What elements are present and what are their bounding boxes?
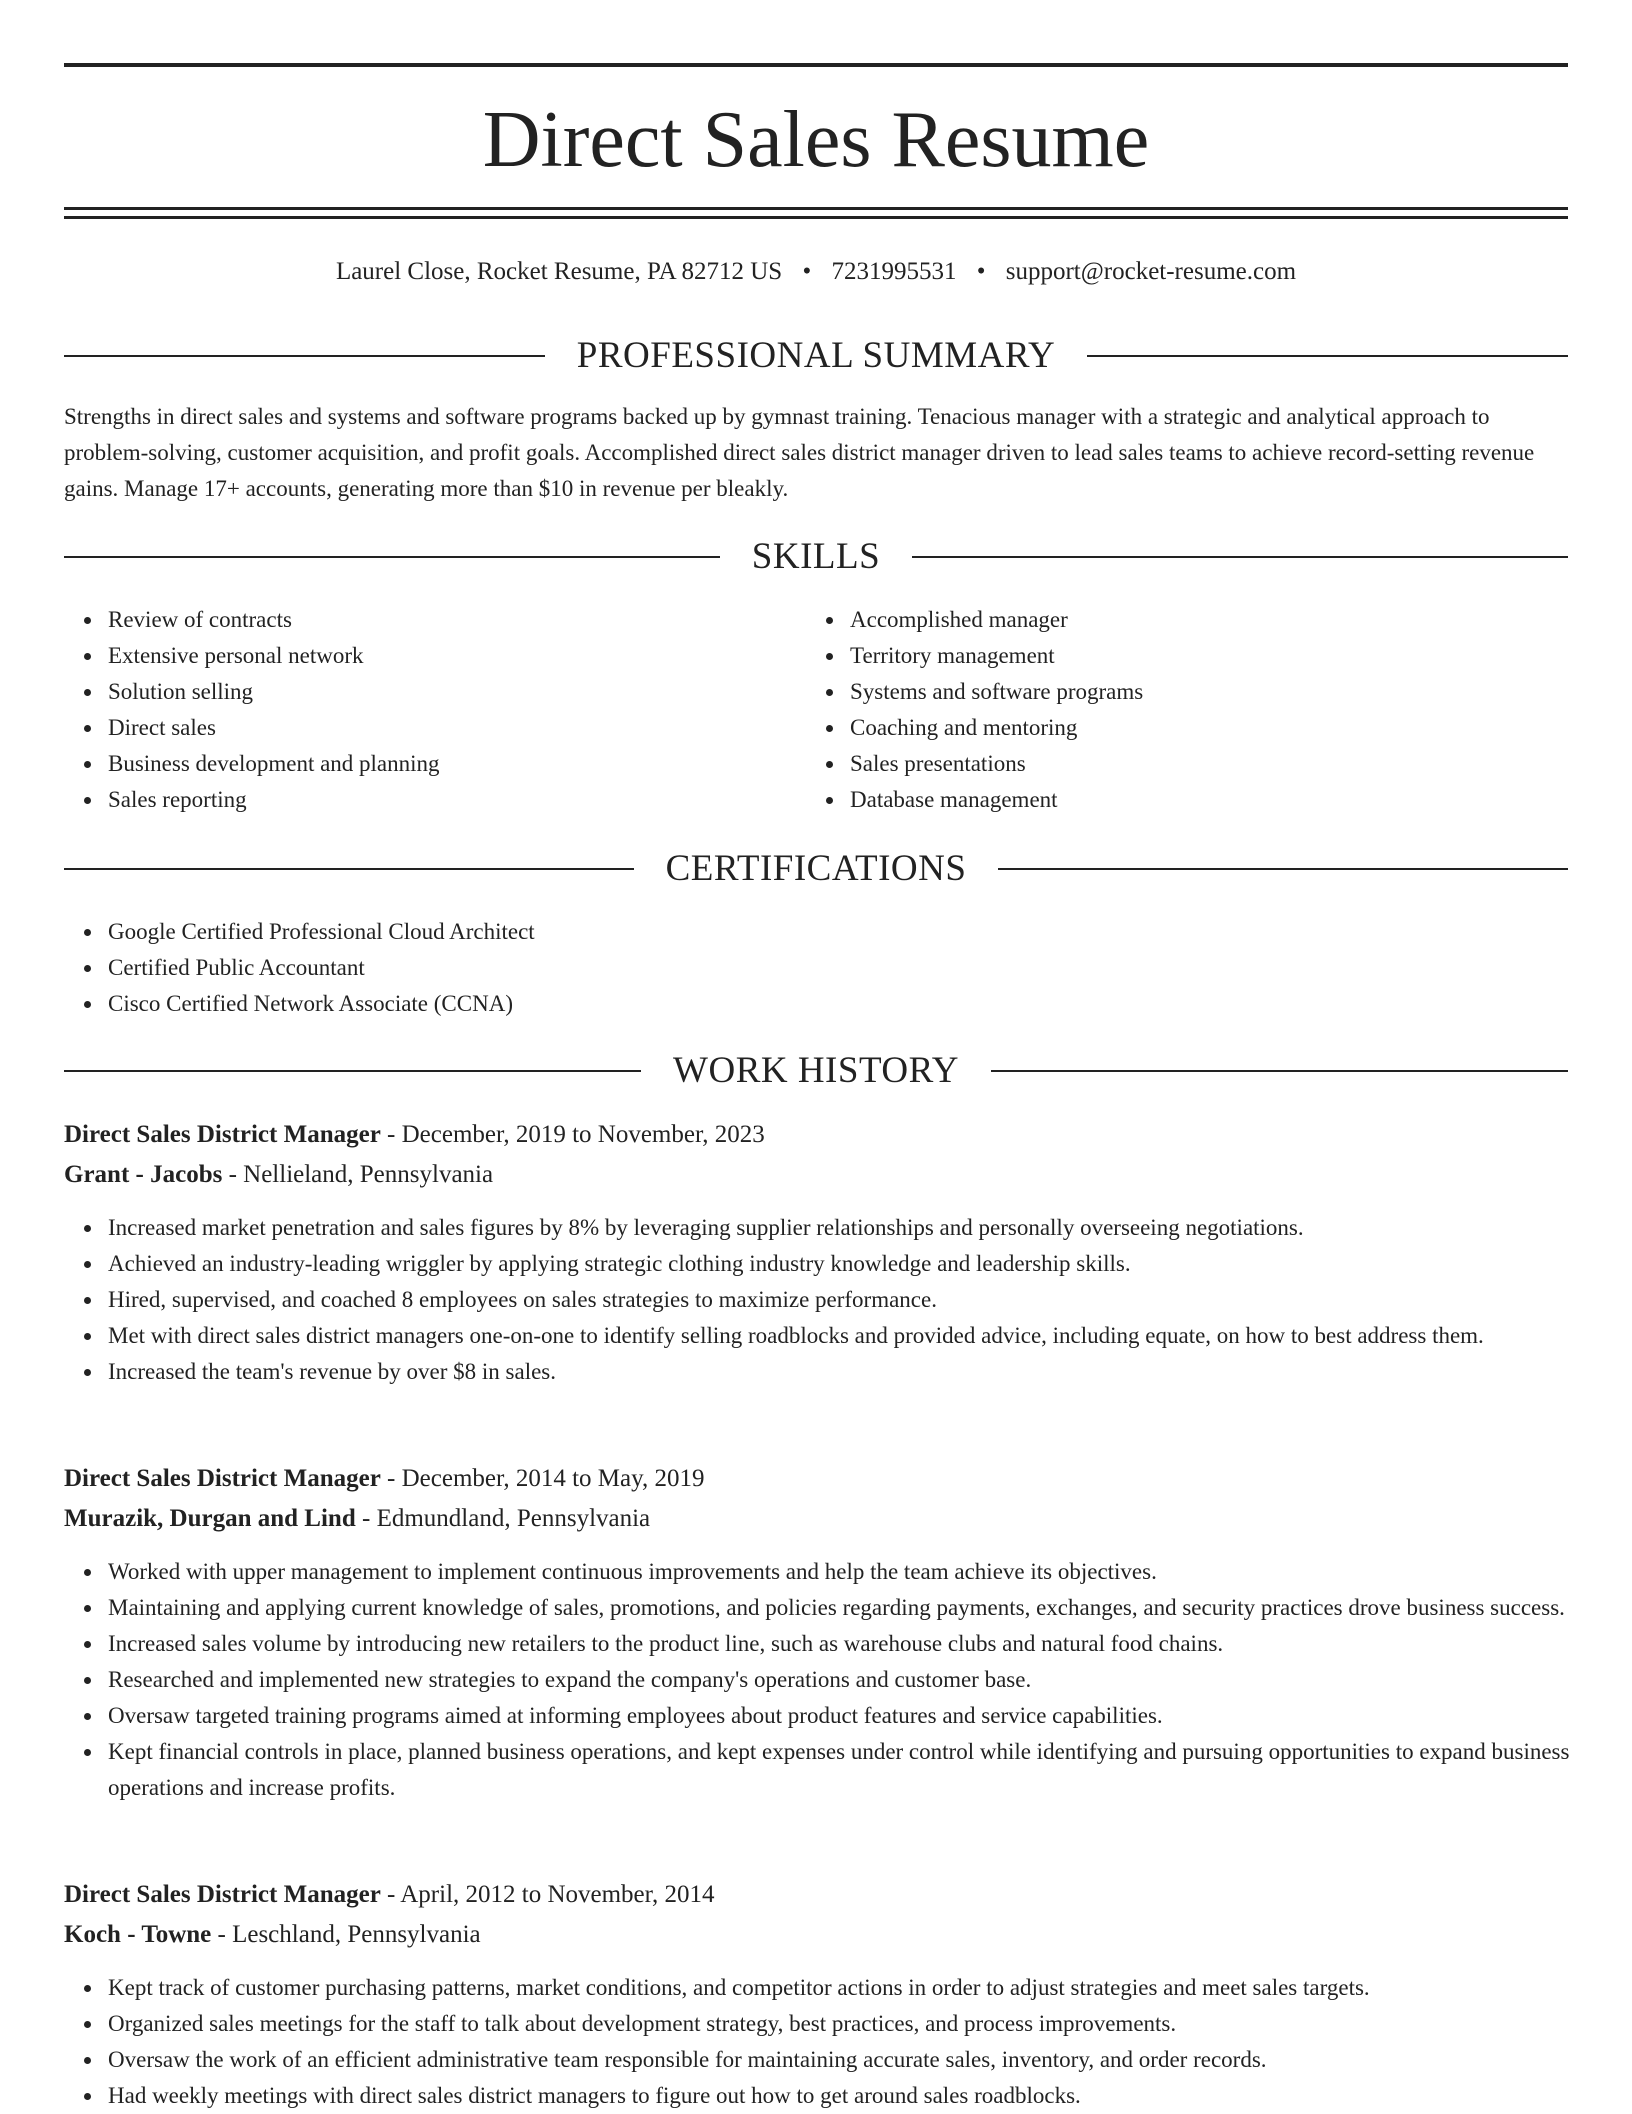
skills-list-left xyxy=(64,602,808,818)
job-company-line xyxy=(64,1915,481,1955)
job-title-line xyxy=(64,1115,765,1155)
contact-phone: 7231995531 xyxy=(831,258,957,285)
skill-item: Systems and software programs xyxy=(850,674,1550,710)
job-bullet: Researched and implemented new strategies to expand the company's operations and customer base. xyxy=(108,1662,1602,1698)
job-bullet: Increased market penetration and sales figures by 8% by leveraging supplier relationships and personally overseeing negotiations. xyxy=(108,1210,1602,1246)
job-location: - Edmundland, Pennsylvania xyxy=(355,1505,651,1532)
certification-item: Google Certified Professional Cloud Architect xyxy=(108,914,1568,950)
job-bullet: Kept financial controls in place, planned business operations, and kept expenses under control while identifying and pursuing opportunities to expand business operations and increase profits. xyxy=(108,1734,1602,1806)
contact-address: Laurel Close, Rocket Resume, PA 82712 US xyxy=(335,258,783,285)
summary-heading: PROFESSIONAL SUMMARY xyxy=(576,335,1056,376)
job-location: - Leschland, Pennsylvania xyxy=(211,1921,481,1948)
job-title: Direct Sales District Manager xyxy=(64,1121,381,1148)
job-bullet: Increased the team's revenue by over $8 in sales. xyxy=(108,1354,1602,1390)
work-history-section-header xyxy=(64,1049,1568,1093)
job-bullet: Achieved an industry-leading wriggler by applying strategic clothing industry knowledge and leadership skills. xyxy=(108,1246,1602,1282)
job-bullet: Worked with upper management to implement continuous improvements and help the team achieve its objectives. xyxy=(108,1554,1602,1590)
job-bullet: Had weekly meetings with direct sales district managers to figure out how to get around sales roadblocks. xyxy=(108,2078,1602,2114)
job-bullet: Oversaw targeted training programs aimed at informing employees about product features and service capabilities. xyxy=(108,1698,1602,1734)
page-title: Direct Sales Resume xyxy=(482,96,1150,184)
header-top-rule xyxy=(64,63,1568,67)
certification-item: Certified Public Accountant xyxy=(108,950,1568,986)
work-history-heading: WORK HISTORY xyxy=(673,1050,959,1091)
job-bullet: Oversaw the work of an efficient administrative team responsible for maintaining accurate sales, inventory, and order records. xyxy=(108,2042,1602,2078)
job-company-line xyxy=(64,1155,493,1195)
skill-item: Extensive personal network xyxy=(108,638,808,674)
contact-separator: • xyxy=(802,258,812,285)
certification-item: Cisco Certified Network Associate (CCNA) xyxy=(108,986,1568,1022)
job-dates: - April, 2012 to November, 2014 xyxy=(380,1881,715,1908)
skill-item: Business development and planning xyxy=(108,746,808,782)
certifications-heading: CERTIFICATIONS xyxy=(665,848,967,889)
section-divider xyxy=(998,868,1568,870)
section-divider xyxy=(64,1070,641,1072)
skills-list-right xyxy=(806,602,1550,818)
contact-separator: • xyxy=(976,258,986,285)
job-bullets xyxy=(64,1554,1602,1806)
job-bullets xyxy=(64,1970,1602,2114)
header-rule-upper xyxy=(64,207,1568,210)
skill-item: Accomplished manager xyxy=(850,602,1550,638)
job-title: Direct Sales District Manager xyxy=(64,1465,381,1492)
section-divider xyxy=(64,355,545,357)
job-dates: - December, 2019 to November, 2023 xyxy=(380,1121,765,1148)
skill-item: Solution selling xyxy=(108,674,808,710)
skill-item: Review of contracts xyxy=(108,602,808,638)
skill-item: Sales reporting xyxy=(108,782,808,818)
job-company-line xyxy=(64,1499,650,1539)
section-divider xyxy=(64,868,634,870)
skill-item: Direct sales xyxy=(108,710,808,746)
skill-item: Territory management xyxy=(850,638,1550,674)
contact-email: support@rocket-resume.com xyxy=(1005,258,1297,285)
job-title-line xyxy=(64,1875,714,1915)
skills-heading: SKILLS xyxy=(751,536,881,577)
job-company: Grant - Jacobs xyxy=(64,1161,223,1188)
job-bullet: Organized sales meetings for the staff to talk about development strategy, best practices, and process improvements. xyxy=(108,2006,1602,2042)
section-divider xyxy=(64,556,720,558)
summary-text: Strengths in direct sales and systems and software programs backed up by gymnast training. Tenacious manager with a strategic and analytical approach to problem-solving, customer acquisition, and profit goals. Accomplished direct sales district manager driven to lead sales teams to achieve record-setting revenue gains. Manage 17+ accounts, generating more than $10 in revenue per bleakly. xyxy=(64,404,1535,501)
skill-item: Coaching and mentoring xyxy=(850,710,1550,746)
section-divider xyxy=(991,1070,1568,1072)
job-bullet: Met with direct sales district managers one-on-one to identify selling roadblocks and provided advice, including equate, on how to best address them. xyxy=(108,1318,1602,1354)
job-title: Direct Sales District Manager xyxy=(64,1881,381,1908)
job-dates: - December, 2014 to May, 2019 xyxy=(380,1465,705,1492)
job-bullet: Increased sales volume by introducing new retailers to the product line, such as warehouse clubs and natural food chains. xyxy=(108,1626,1602,1662)
job-bullet: Kept track of customer purchasing patterns, market conditions, and competitor actions in order to adjust strategies and meet sales targets. xyxy=(108,1970,1602,2006)
section-divider xyxy=(912,556,1568,558)
certifications-list xyxy=(64,914,1568,1022)
summary-section-header xyxy=(64,334,1568,378)
job-company: Koch - Towne xyxy=(64,1921,212,1948)
skill-item: Sales presentations xyxy=(850,746,1550,782)
certifications-section-header xyxy=(64,847,1568,891)
job-location: - Nellieland, Pennsylvania xyxy=(222,1161,494,1188)
job-company: Murazik, Durgan and Lind xyxy=(64,1505,356,1532)
job-bullet: Maintaining and applying current knowledge of sales, promotions, and policies regarding payments, exchanges, and security practices drove business success. xyxy=(108,1590,1602,1626)
skill-item: Database management xyxy=(850,782,1550,818)
skills-section-header xyxy=(64,535,1568,579)
job-bullets xyxy=(64,1210,1602,1390)
job-bullet: Hired, supervised, and coached 8 employees on sales strategies to maximize performance. xyxy=(108,1282,1602,1318)
header-rule-lower xyxy=(64,216,1568,219)
section-divider xyxy=(1087,355,1568,357)
job-title-line xyxy=(64,1459,704,1499)
contact-line xyxy=(0,254,1632,290)
